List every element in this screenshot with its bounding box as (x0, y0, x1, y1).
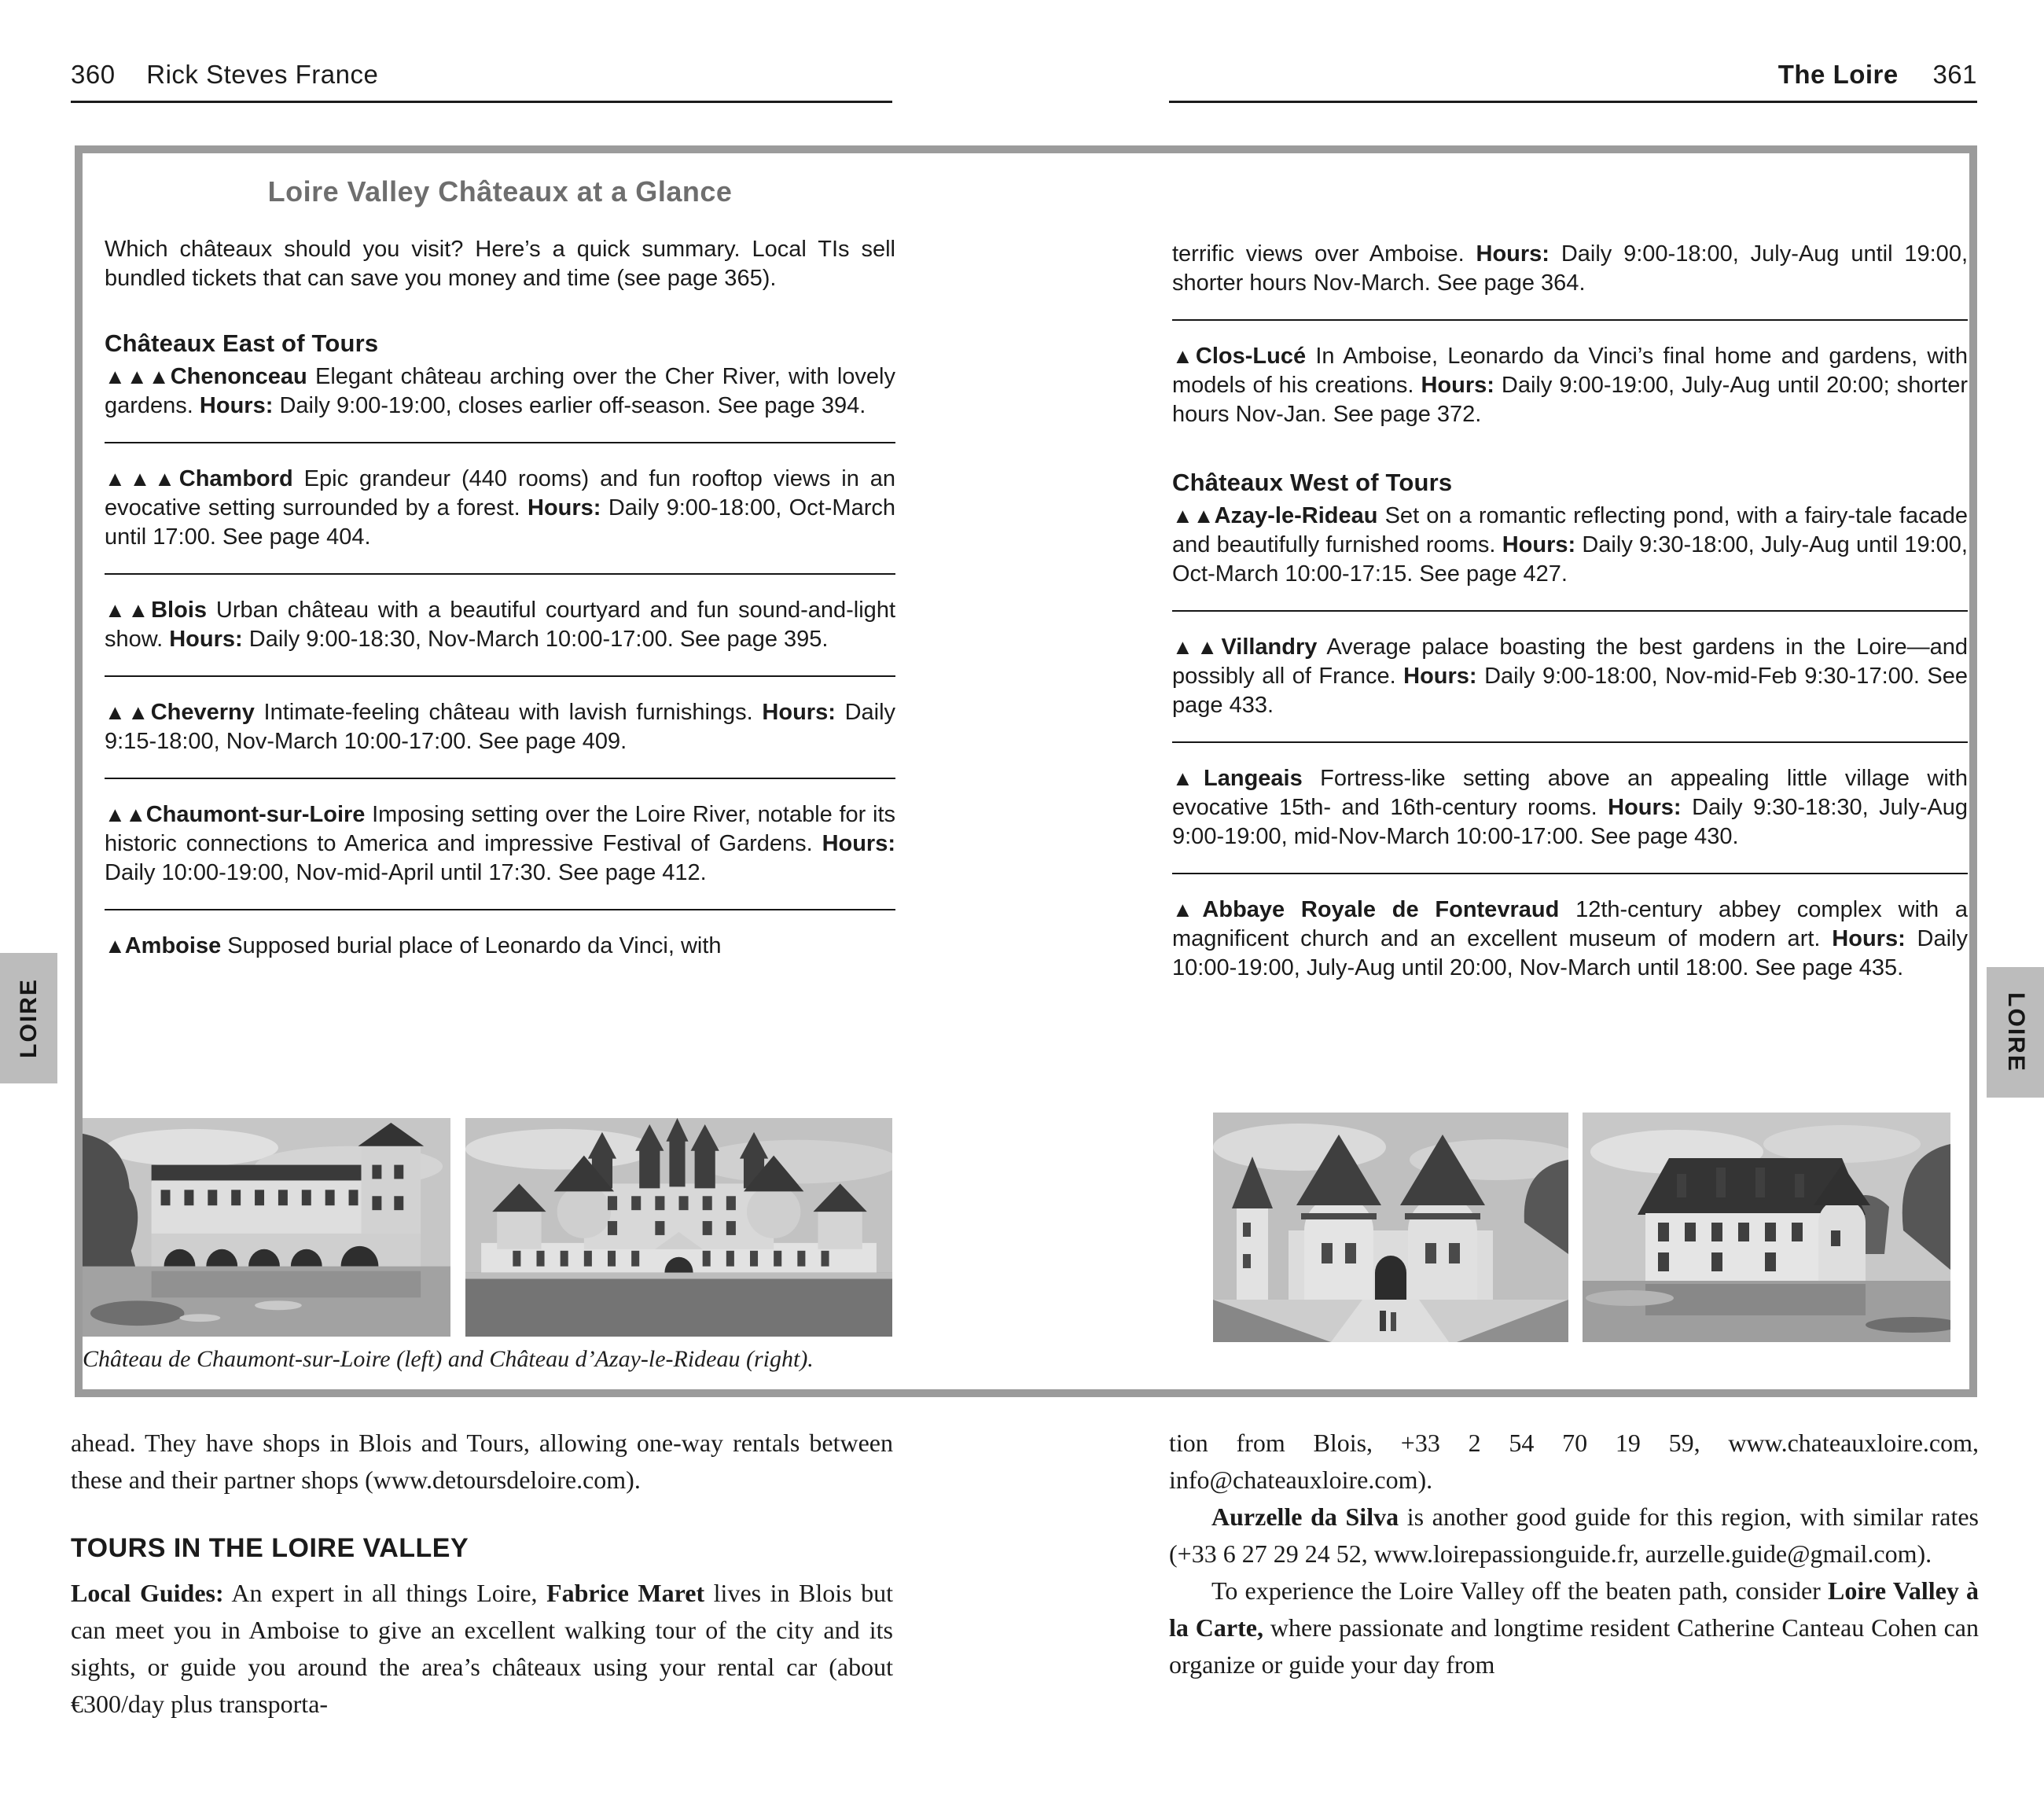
guide-name-fabrice-maret: Fabrice Maret (546, 1579, 705, 1607)
heading-tours-loire-valley: TOURS IN THE LOIRE VALLEY (71, 1533, 469, 1563)
paragraph-rental-shops: ahead. They have shops in Blois and Tours, allowing one-way rentals between these and their partner shops (www.detoursdeloire.com). (71, 1429, 893, 1494)
chenonceau-illustration (83, 1118, 450, 1337)
chateau-name: Amboise (124, 933, 222, 958)
rating-triangles: ▲▲ (1172, 635, 1222, 659)
entry-fontevraud: ▲Abbaye Royale de Fontevraud 12th-century abbey complex with a magnificent church and an excellent museum of modern art. Hours: Daily 10:00-19:00, July-Aug until 20:00, Nov-March until 18:00. See page 435. (1172, 897, 1969, 980)
glance-column-left (105, 175, 895, 961)
page-number-right: 361 (1932, 60, 1977, 89)
entry-separator (1172, 873, 1968, 874)
section-title: The Loire (1777, 60, 1899, 89)
entry-chambord: ▲▲▲Chambord Epic grandeur (440 rooms) and fun rooftop views in an evocative setting surrounded by a forest. Hours: Daily 9:00-18:00, Oct-March until 17:00. See page 404. (105, 466, 895, 550)
chateau-name: Langeais (1204, 766, 1303, 791)
entry-separator (1172, 741, 1968, 743)
rating-triangles: ▲▲ (105, 701, 151, 724)
rating-triangles: ▲ (1172, 767, 1204, 790)
chateau-name: Chambord (178, 466, 293, 491)
running-head-left (71, 60, 378, 90)
hours-label: Hours: (1476, 241, 1550, 267)
guide-name-aurzelle-da-silva: Aurzelle da Silva (1211, 1503, 1399, 1531)
hours-label: Hours: (199, 393, 274, 418)
hours-label: Hours: (1502, 532, 1576, 557)
entry-azay-le-rideau: ▲▲Azay-le-Rideau Set on a romantic reflecting pond, with a fairy-tale facade and beautifully furnished rooms. Hours: Daily 9:30-18:00, July-Aug until 19:00, Oct-March 10:00-17:15. See page 427. (1172, 503, 1968, 587)
rating-triangles: ▲ (1172, 344, 1196, 368)
book-title: Rick Steves France (146, 60, 379, 89)
photo-caption: Château de Chaumont-sur-Loire (left) and Château d’Azay-le-Rideau (right). (83, 1346, 814, 1372)
rating-triangles: ▲▲▲ (105, 365, 171, 388)
entry-amboise: ▲Amboise Supposed burial place of Leonardo da Vinci, with (105, 933, 722, 958)
header-rule-right (1169, 101, 1977, 103)
header-rule-left (71, 101, 892, 103)
entry-cheverny: ▲▲Cheverny Intimate-feeling château with lavish furnishings. Hours: Daily 9:15-18:00, Nov-March 10:00-17:00. See page 409. (105, 700, 896, 754)
photo-chateau-chenonceau (83, 1118, 450, 1337)
hours-label: Hours: (1608, 795, 1682, 820)
entry-chaumont: ▲▲Chaumont-sur-Loire Imposing setting over the Loire River, notable for its historic connections to America and impressive Festival of Gardens. Hours: Daily 10:00-19:00, Nov-mid-April until 17:30. See page 412. (105, 802, 896, 885)
rating-triangles: ▲▲ (105, 803, 146, 826)
heading-chateaux-east: Châteaux East of Tours (105, 329, 379, 357)
entry-separator (105, 573, 895, 575)
body-text-right (1169, 1425, 1979, 1683)
entry-villandry: ▲▲Villandry Average palace boasting the best gardens in the Loire—and possibly all of France. Hours: Daily 9:00-18:00, Nov-mid-Feb 9:30-17:00. See page 433. (1172, 634, 1968, 718)
entry-clos-luce: ▲Clos-Lucé In Amboise, Leonardo da Vinci’s final home and gardens, with models of his creations. Hours: Daily 9:00-19:00, July-Aug until 20:00; shorter hours Nov-Jan. See page 372. (1172, 344, 1968, 427)
rating-triangles: ▲▲▲ (105, 467, 179, 491)
azay-illustration (1583, 1113, 1950, 1342)
entry-separator (105, 675, 895, 677)
rating-triangles: ▲▲ (105, 598, 152, 622)
chateau-name: Azay-le-Rideau (1214, 503, 1378, 528)
side-tab-label: LOIRE (2002, 992, 2029, 1072)
hours-label: Hours: (822, 831, 896, 856)
hours-label: Hours: (1832, 926, 1906, 951)
entry-chenonceau: ▲▲▲Chenonceau Elegant château arching over the Cher River, with lovely gardens. Hours: Daily 9:00-19:00, closes earlier off-season. See page 394. (105, 364, 896, 418)
entry-separator (105, 442, 895, 443)
chateau-name: Abbaye Royale de Fontevraud (1202, 897, 1560, 922)
glance-box-title: Loire Valley Châteaux at a Glance (267, 175, 733, 208)
chateau-name: Clos-Lucé (1195, 344, 1307, 369)
hours-label: Hours: (1421, 373, 1494, 398)
entry-blois: ▲▲Blois Urban château with a beautiful courtyard and fun sound-and-light show. Hours: Daily 9:00-18:30, Nov-March 10:00-17:00. See page 395. (105, 598, 896, 652)
rating-triangles: ▲▲ (1172, 504, 1215, 528)
photo-chateau-chaumont (1213, 1113, 1568, 1342)
glance-intro: Which châteaux should you visit? Here’s a quick summary. Local TIs sell bundled tickets that can save you money and time (see page 365). (105, 237, 895, 291)
paragraph-loire-a-la-carte: To experience the Loire Valley off the beaten path, consider Loire Valley à la Carte, where passionate and longtime resident Catherine Canteau Cohen can organize or guide your day from (1169, 1576, 1980, 1679)
chambord-illustration (465, 1118, 892, 1337)
chateau-name: Cheverny (150, 700, 255, 725)
chaumont-illustration (1213, 1113, 1568, 1342)
entry-separator (1172, 319, 1968, 321)
side-tab-right (1987, 967, 2044, 1098)
side-tab-left (0, 953, 57, 1083)
entry-separator (105, 778, 895, 779)
side-tab-label: LOIRE (15, 978, 42, 1058)
entry-amboise-continued: terrific views over Amboise. Hours: Daily 9:00-18:00, July-Aug until 19:00, shorter hours Nov-March. See page 364. (1172, 241, 1968, 296)
heading-chateaux-west: Châteaux West of Tours (1172, 469, 1453, 496)
hours-label: Hours: (762, 700, 836, 725)
glance-column-right (1172, 240, 1968, 983)
photo-chateau-azay-le-rideau (1583, 1113, 1950, 1342)
paragraph-aurzelle: Aurzelle da Silva is another good guide for this region, with similar rates (+33 6 27 29 24 52, www.loirepassionguide.fr, aurzelle.guide@gmail.com). (1169, 1503, 1980, 1568)
chateau-name: Villandry (1221, 634, 1318, 660)
paragraph-contact-continued: tion from Blois, +33 2 54 70 19 59, www.chateauxloire.com, info@chateauxloire.com). (1169, 1429, 1979, 1494)
paragraph-local-guides: Local Guides: An expert in all things Loire, Fabrice Maret lives in Blois but can meet you in Amboise to give an excellent walking tour of the city and its sights, or guide you around the area’s châteaux using your rental car (about €300/day plus transporta- (71, 1579, 894, 1718)
entry-separator (1172, 610, 1968, 612)
body-text-left (71, 1425, 893, 1723)
photo-chateau-chambord (465, 1118, 892, 1337)
entry-langeais: ▲Langeais Fortress-like setting above an appealing little village with evocative 15th- and 16th-century rooms. Hours: Daily 9:30-18:30, July-Aug 9:00-19:00, mid-Nov-March 10:00-17:00. See page 430. (1172, 766, 1968, 849)
hours-label: Hours: (528, 495, 601, 520)
chateau-name: Chaumont-sur-Loire (145, 802, 366, 827)
chateau-name: Blois (151, 598, 208, 623)
chateau-name: Chenonceau (170, 364, 307, 389)
running-head-right (1169, 60, 1977, 90)
rating-triangles: ▲ (105, 934, 125, 958)
rating-triangles: ▲ (1172, 898, 1203, 921)
hours-label: Hours: (1403, 664, 1477, 689)
hours-label: Hours: (169, 627, 243, 652)
local-guides-label: Local Guides: (71, 1579, 224, 1607)
entry-separator (105, 909, 895, 910)
tour-name-loire-valley-a-la-carte: Loire Valley à la Carte, (1169, 1576, 1980, 1642)
page-number-left: 360 (71, 60, 116, 89)
